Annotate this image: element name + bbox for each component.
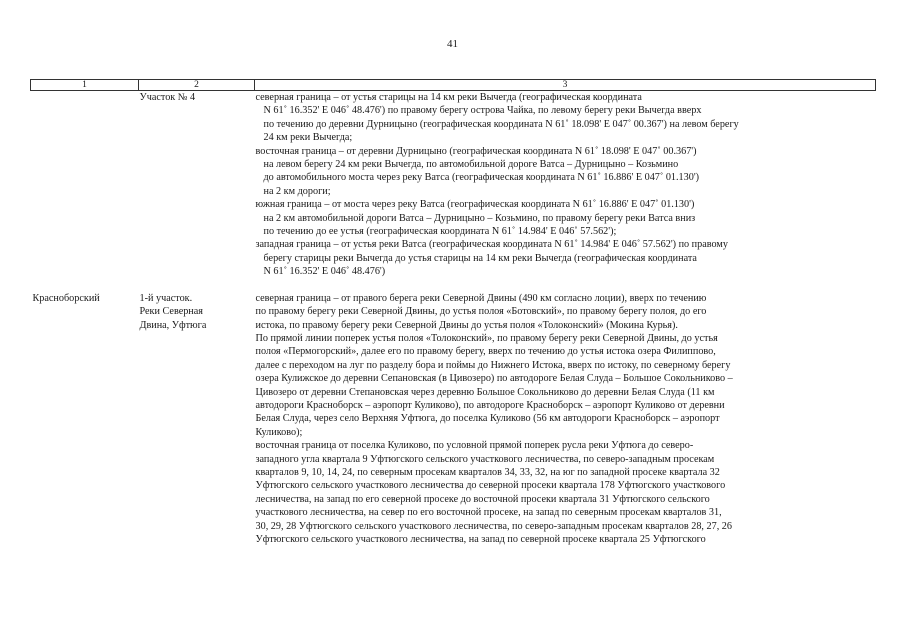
section-cell [139, 292, 255, 547]
description-line: N 61˚ 16.352' E 046˚ 48.476') по правому берегу острова Чайка, по левому берегу реки Вычегда вверх [263, 105, 702, 117]
description-line: восточная граница – от деревни Дурницыно (географическая координата N 61˚ 18.098' E 047˚ 00.367') [255, 145, 697, 157]
description-line: восточная граница от поселка Куликово, по условной прямой поперек русла реки Уфтюга до северо- [255, 440, 694, 452]
table-row [31, 91, 876, 279]
section-line: Двина, Уфтюга [139, 319, 207, 331]
description-line: 30, 29, 28 Уфтюгского сельского участкового лесничества, по северо-западным просекам кварталов 28, 27, 26 [255, 520, 732, 532]
description-line: западная граница – от устья реки Ватса (географическая координата N 61˚ 14.984' E 046˚ 57.562') по правому [255, 239, 728, 251]
description-line: По прямой линии поперек устья полоя «Толоконский», по правому берегу реки Северной Двины, до устья [255, 332, 718, 344]
description-line: Куликово); [255, 426, 303, 438]
table-header-row [31, 80, 876, 91]
description-line: Уфтюгского сельского участкового лесничества до северной просеки квартала 178 Уфтюгского участкового [255, 480, 726, 492]
description-line: северная граница – от устья старицы на 14 км реки Вычегда (географическая координата [255, 92, 642, 103]
description-line: озера Кулижское до деревни Сепановская (в Цивозеро) по автодороге Белая Слуда – Большое Сокольниково – [255, 373, 733, 385]
column-header-3: 3 [255, 80, 876, 91]
table-body [31, 91, 876, 547]
column-header-1: 1 [31, 80, 139, 91]
description-line: истока, по правому берегу реки Северной Двины до устья полоя «Толоконский» (Мокина Курья). [255, 319, 678, 331]
page-number: 41 [447, 38, 458, 50]
description-line: по течению до деревни Дурницыно (географическая координата N 61˚ 18.098' E 047˚ 00.367') на левом берегу [263, 118, 739, 130]
boundary-description-cell [255, 91, 876, 279]
description-line: кварталов 9, 10, 14, 24, по северным просекам кварталов 34, 33, 32, на юг по западной просеке квартала 32 [255, 466, 720, 478]
description-line: Белая Слуда, через село Верхняя Уфтюга, до поселка Куликово (56 км автодороги Красноборск – аэропорт [255, 413, 720, 425]
boundaries-table [30, 79, 876, 546]
description-line: участкового лесничества, на север по его восточной просеке, на запад по северным просекам кварталов 31, [255, 507, 722, 519]
description-line: N 61˚ 16.352' E 046˚ 48.476') [263, 266, 386, 278]
description-line: далее с переходом на луг по разделу бора и поймы до Нижнего Истока, вверх по истоку, по северному берегу [255, 359, 731, 371]
description-line: на 2 км дороги; [263, 185, 331, 197]
description-line: на 2 км автомобильной дороги Ватса – Дурницыно – Козьмино, по правому берегу реки Ватса вниз [263, 212, 696, 224]
description-line: на левом берегу 24 км реки Вычегда, по автомобильной дороге Ватса – Дурницыно – Козьмино [263, 159, 679, 171]
description-line: автодороги Красноборск – аэропорт Куликово), по автодороге Красноборск – аэропорт Куликово от деревни [255, 399, 725, 411]
description-line: по течению до ее устья (географическая координата N 61˚ 14.984' E 046˚ 57.562'); [263, 226, 617, 238]
description-line: южная граница – от моста через реку Ватса (географическая координата N 61˚ 16.886' E 047˚ 01.130') [255, 199, 695, 211]
section-line: Участок № 4 [139, 92, 196, 103]
boundary-description-cell [255, 292, 876, 547]
row-spacer [31, 279, 876, 292]
description-line: до автомобильного моста через реку Ватса (географическая координата N 61˚ 16.886' E 047˚ 01.130') [263, 172, 700, 184]
description-line: по правому берегу реки Северной Двины, до устья полоя «Ботовский», по правому берегу полоя, до его [255, 306, 707, 318]
section-line: Реки Северная [139, 306, 203, 318]
description-line: Цивозеро от деревни Степановская через деревню Большое Сокольниково до деревни Белая Слуда (11 км [255, 386, 715, 398]
description-line: берегу старицы реки Вычегда до устья старицы на 14 км реки Вычегда (географическая координата [263, 252, 697, 264]
district-cell [31, 91, 139, 279]
section-cell [139, 91, 255, 279]
description-line: северная граница – от правого берега реки Северной Двины (490 км согласно лоции), вверх по течению [255, 292, 707, 304]
description-line: лесничества, на запад по его северной просеке до восточной просеки квартала 31 Уфтюгского сельского [255, 493, 710, 505]
description-line: западного угла квартала 9 Уфтюгского сельского участкового лесничества, по северо-западным просекам [255, 453, 715, 465]
description-line: 24 км реки Вычегда; [263, 132, 353, 144]
table-row [31, 292, 876, 547]
district-cell: Красноборский [32, 292, 100, 304]
section-line: 1-й участок. [139, 292, 193, 304]
column-header-2: 2 [139, 80, 255, 91]
description-line: Уфтюгского сельского участкового лесничества, на запад по северной просеке квартала 25 Уфтюгского [255, 534, 706, 545]
description-line: полоя «Пермогорский», далее его по правому берегу, вверх по течению до устья истока озера Филиппово, [255, 346, 716, 358]
